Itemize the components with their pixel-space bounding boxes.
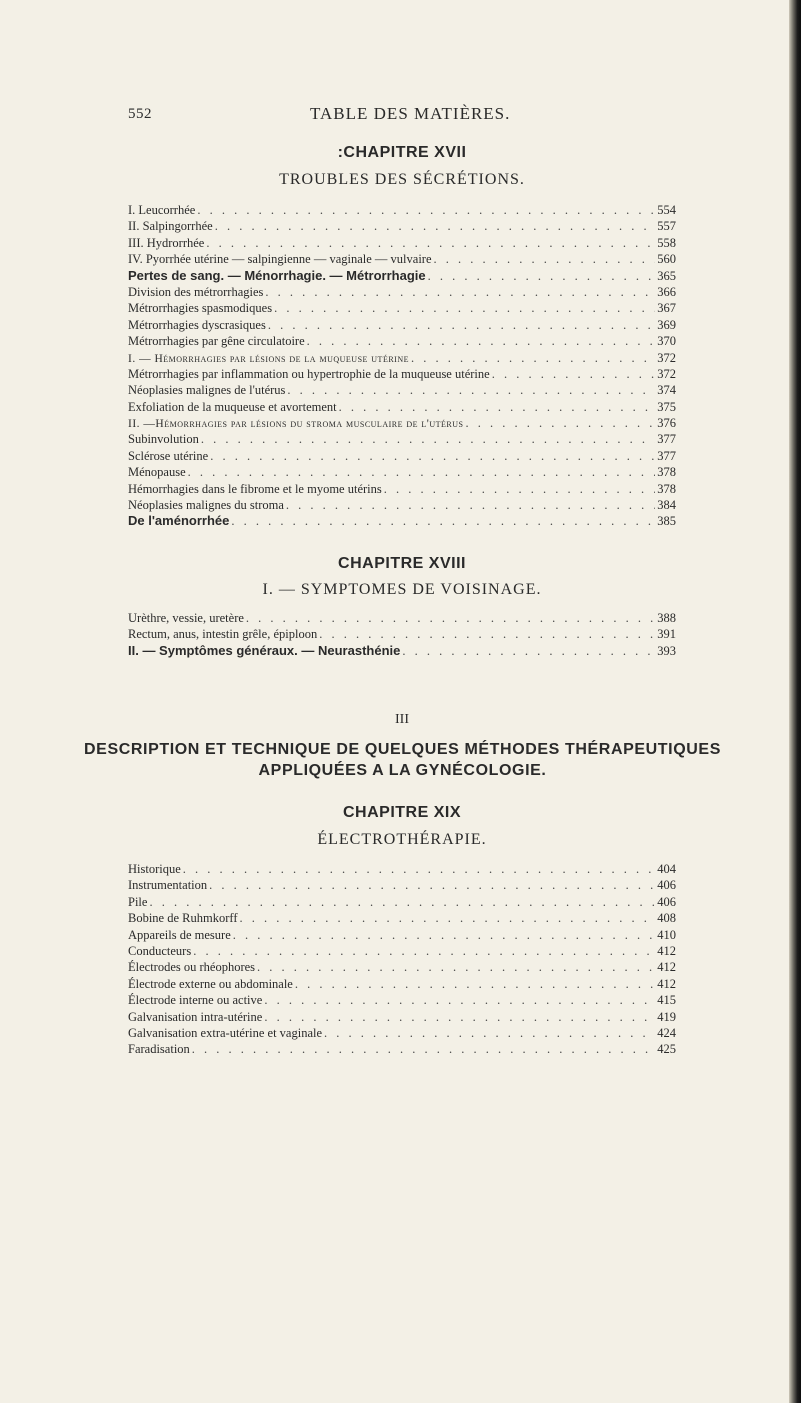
leader-dots bbox=[434, 251, 656, 267]
toc-entry bbox=[128, 976, 676, 992]
toc-entry bbox=[128, 943, 676, 959]
toc-entry-label: Électrode interne ou active bbox=[128, 993, 263, 1008]
toc-entry-page: 404 bbox=[657, 862, 676, 876]
toc-entry bbox=[128, 317, 676, 333]
part-number: III bbox=[395, 712, 409, 727]
toc-entry-label: Division des métrorrhagies bbox=[128, 284, 264, 299]
toc-entry-label: II. Salpingorrhée bbox=[128, 219, 213, 234]
toc-entry-page: 372 bbox=[657, 366, 676, 381]
toc-entry-page: 406 bbox=[657, 894, 676, 909]
toc-entry-page: 375 bbox=[657, 399, 676, 414]
page-binding-edge bbox=[789, 0, 801, 1403]
toc-entry-page: 412 bbox=[657, 960, 676, 975]
chapter-17-entries bbox=[128, 202, 676, 530]
toc-entry-label: II. — Symptômes généraux. — Neurasthénie bbox=[128, 642, 401, 658]
toc-entry-label: Ménopause bbox=[128, 465, 186, 480]
toc-entry bbox=[128, 251, 676, 267]
toc-entry-label: Galvanisation intra-utérine bbox=[128, 1009, 263, 1024]
chapter-19-title: ÉLECTROTHÉRAPIE. bbox=[317, 831, 487, 848]
leader-dots bbox=[193, 943, 655, 959]
leader-dots bbox=[183, 861, 655, 877]
toc-entry bbox=[128, 235, 676, 251]
toc-entry-label: Subinvolution bbox=[128, 432, 199, 447]
leader-dots bbox=[384, 481, 656, 497]
toc-entry-page: 372 bbox=[657, 350, 676, 365]
toc-entry-page: 378 bbox=[657, 481, 676, 496]
toc-entry-label: IV. Pyorrhée utérine — salpingienne — vaginale — vulvaire bbox=[128, 252, 432, 267]
toc-entry-page: 419 bbox=[657, 1009, 676, 1024]
part-title-line-2: APPLIQUÉES A LA GYNÉCOLOGIE. bbox=[258, 762, 547, 779]
toc-entry bbox=[128, 877, 676, 893]
leader-dots bbox=[246, 610, 655, 626]
chapter-17-heading: :CHAPITRE XVII bbox=[337, 144, 467, 161]
toc-entry-page: 412 bbox=[657, 976, 676, 991]
toc-entry-page: 378 bbox=[657, 465, 676, 480]
toc-entry bbox=[128, 861, 676, 877]
toc-entry bbox=[128, 1009, 676, 1025]
toc-entry-page: 558 bbox=[657, 235, 676, 250]
toc-entry-page: 367 bbox=[657, 301, 676, 316]
leader-dots bbox=[428, 268, 656, 284]
leader-dots bbox=[492, 366, 656, 382]
leader-dots bbox=[268, 317, 655, 333]
toc-entry-label: Faradisation bbox=[128, 1042, 190, 1057]
toc-entry bbox=[128, 910, 676, 926]
leader-dots bbox=[264, 992, 655, 1008]
toc-entry bbox=[128, 497, 676, 513]
leader-dots bbox=[402, 643, 655, 659]
toc-entry-label: Conducteurs bbox=[128, 943, 192, 958]
toc-entry-label: Galvanisation extra-utérine et vaginale bbox=[128, 1025, 323, 1040]
chapter-18-title: I. — SYMPTOMES DE VOISINAGE. bbox=[262, 581, 542, 598]
page-number: 552 bbox=[128, 106, 152, 122]
toc-entry-label: Appareils de mesure bbox=[128, 927, 231, 942]
toc-entry-label: Électrodes ou rhéophores bbox=[128, 960, 256, 975]
leader-dots bbox=[209, 877, 655, 893]
toc-entry-page: 391 bbox=[657, 627, 676, 642]
toc-entry-label: Pertes de sang. — Ménorrhagie. — Métrorrhagie bbox=[128, 267, 426, 283]
leader-dots bbox=[286, 497, 655, 513]
leader-dots bbox=[149, 894, 655, 910]
toc-entry bbox=[128, 202, 676, 218]
chapter-19-entries bbox=[128, 861, 676, 1058]
toc-entry bbox=[128, 268, 676, 284]
toc-entry bbox=[128, 333, 676, 349]
toc-entry-label: III. Hydrorrhée bbox=[128, 235, 205, 250]
leader-dots bbox=[287, 382, 655, 398]
chapter-17-title: TROUBLES DES SÉCRÉTIONS. bbox=[279, 171, 525, 188]
toc-entry-page: 377 bbox=[657, 432, 676, 447]
toc-entry-label: II. —Hémorrhagies par lésions du stroma musculaire de l'utérus bbox=[128, 418, 464, 431]
toc-entry-label: Sclérose utérine bbox=[128, 448, 209, 463]
toc-entry-label: I. Leucorrhée bbox=[128, 203, 196, 217]
toc-entry-label: Bobine de Ruhmkorff bbox=[128, 911, 238, 926]
leader-dots bbox=[239, 910, 655, 926]
toc-entry-label: Urèthre, vessie, uretère bbox=[128, 611, 244, 625]
chapter-19-heading: CHAPITRE XIX bbox=[342, 804, 461, 821]
toc-entry-page: 557 bbox=[657, 219, 676, 234]
toc-entry-label: Métrorrhagies par inflammation ou hypertrophie de la muqueuse utérine bbox=[128, 366, 490, 381]
chapter-18-entries bbox=[128, 610, 676, 659]
toc-entry-label: Métrorrhagies par gêne circulatoire bbox=[128, 334, 305, 349]
chapter-18-heading: CHAPITRE XVIII bbox=[338, 555, 466, 572]
leader-dots bbox=[265, 284, 655, 300]
toc-entry bbox=[128, 643, 676, 659]
toc-entry bbox=[128, 959, 676, 975]
toc-entry bbox=[128, 399, 676, 415]
toc-entry-label: Hémorrhagies dans le fibrome et le myome utérins bbox=[128, 481, 382, 496]
leader-dots bbox=[188, 464, 656, 480]
toc-entry bbox=[128, 927, 676, 943]
toc-entry bbox=[128, 448, 676, 464]
toc-entry bbox=[128, 366, 676, 382]
leader-dots bbox=[215, 218, 656, 234]
leader-dots bbox=[192, 1041, 655, 1057]
toc-entry-page: 424 bbox=[657, 1025, 676, 1040]
leader-dots bbox=[324, 1025, 655, 1041]
toc-entry-page: 415 bbox=[657, 993, 676, 1008]
toc-entry bbox=[128, 382, 676, 398]
toc-entry bbox=[128, 464, 676, 480]
leader-dots bbox=[339, 399, 656, 415]
leader-dots bbox=[231, 513, 655, 529]
toc-entry-page: 406 bbox=[657, 878, 676, 893]
toc-entry-label: Électrode externe ou abdominale bbox=[128, 976, 293, 991]
toc-entry-page: 377 bbox=[657, 448, 676, 463]
toc-entry bbox=[128, 284, 676, 300]
part-title-line-1: DESCRIPTION ET TECHNIQUE DE QUELQUES MÉTHODES THÉRAPEUTIQUES bbox=[84, 741, 721, 758]
leader-dots bbox=[295, 976, 655, 992]
leader-dots bbox=[465, 415, 655, 431]
toc-entry bbox=[128, 513, 676, 529]
toc-entry bbox=[128, 610, 676, 626]
toc-entry bbox=[128, 218, 676, 234]
toc-entry-page: 560 bbox=[657, 252, 676, 267]
toc-entry-label: Métrorrhagies spasmodiques bbox=[128, 301, 273, 316]
leader-dots bbox=[319, 626, 655, 642]
leader-dots bbox=[197, 202, 655, 218]
leader-dots bbox=[206, 235, 655, 251]
leader-dots bbox=[307, 333, 656, 349]
leader-dots bbox=[233, 927, 656, 943]
toc-entry-label: Instrumentation bbox=[128, 878, 208, 893]
toc-entry bbox=[128, 1025, 676, 1041]
toc-entry-page: 412 bbox=[657, 943, 676, 958]
leader-dots bbox=[201, 431, 655, 447]
toc-entry bbox=[128, 894, 676, 910]
toc-entry-page: 408 bbox=[657, 911, 676, 926]
toc-entry bbox=[128, 350, 676, 366]
toc-entry-page: 384 bbox=[657, 498, 676, 513]
leader-dots bbox=[411, 350, 655, 366]
toc-entry-page: 369 bbox=[657, 317, 676, 332]
toc-entry-page: 425 bbox=[657, 1042, 676, 1057]
toc-entry-page: 410 bbox=[657, 927, 676, 942]
toc-entry-page: 385 bbox=[657, 514, 676, 529]
running-title: TABLE DES MATIÈRES. bbox=[310, 104, 511, 123]
toc-entry-page: 370 bbox=[657, 334, 676, 349]
toc-entry-page: 365 bbox=[657, 268, 676, 283]
toc-entry bbox=[128, 1041, 676, 1057]
toc-entry bbox=[128, 626, 676, 642]
leader-dots bbox=[264, 1009, 655, 1025]
toc-entry bbox=[128, 431, 676, 447]
toc-entry bbox=[128, 415, 676, 431]
toc-entry-page: 376 bbox=[657, 416, 676, 431]
leader-dots bbox=[257, 959, 655, 975]
toc-entry-page: 374 bbox=[657, 383, 676, 398]
toc-entry bbox=[128, 300, 676, 316]
leader-dots bbox=[274, 300, 655, 316]
toc-entry-label: Historique bbox=[128, 862, 181, 876]
toc-entry-label: Métrorrhagies dyscrasiques bbox=[128, 317, 266, 332]
toc-entry-page: 388 bbox=[657, 611, 676, 625]
toc-entry-page: 366 bbox=[657, 284, 676, 299]
toc-entry-page: 393 bbox=[657, 643, 676, 658]
toc-entry-label: I. — Hémorrhagies par lésions de la muqueuse utérine bbox=[128, 352, 409, 365]
toc-entry-label: Rectum, anus, intestin grêle, épiploon bbox=[128, 627, 318, 642]
leader-dots bbox=[210, 448, 655, 464]
toc-entry-label: De l'aménorrhée bbox=[128, 513, 230, 529]
toc-entry-label: Néoplasies malignes du stroma bbox=[128, 498, 284, 513]
toc-entry-page: 554 bbox=[657, 203, 676, 217]
toc-entry bbox=[128, 992, 676, 1008]
toc-entry-label: Pile bbox=[128, 894, 148, 909]
toc-entry bbox=[128, 481, 676, 497]
toc-entry-label: Exfoliation de la muqueuse et avortement bbox=[128, 399, 337, 414]
toc-entry-label: Néoplasies malignes de l'utérus bbox=[128, 383, 286, 398]
